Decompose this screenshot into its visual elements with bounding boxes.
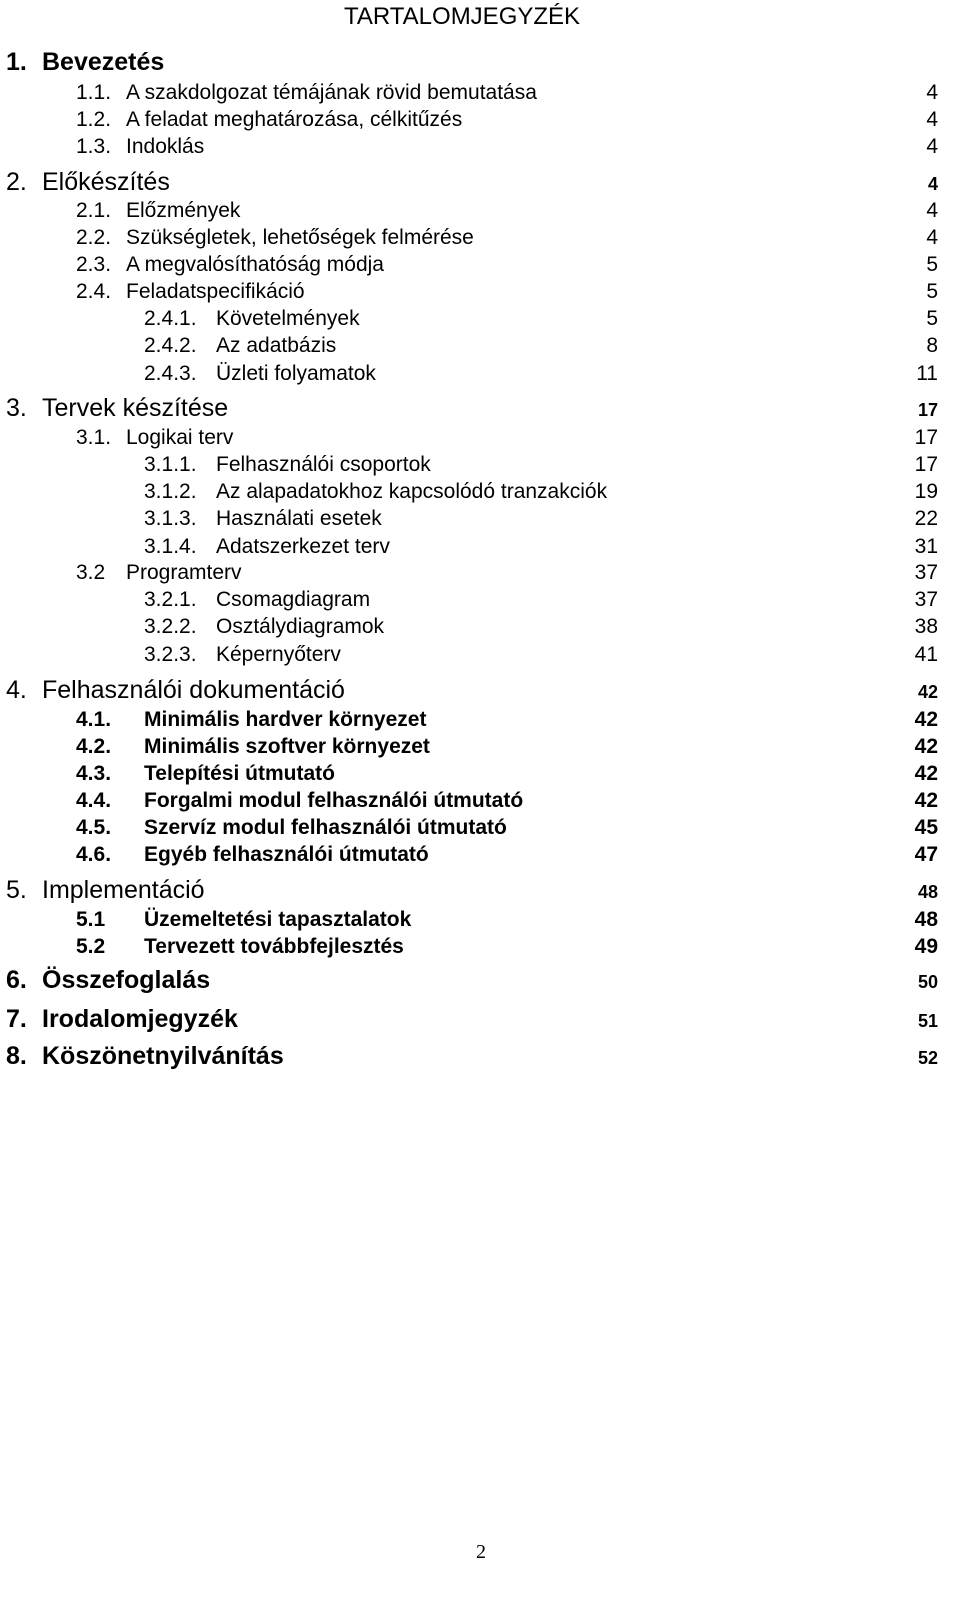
toc-entry-number: 2.3. bbox=[76, 253, 112, 276]
toc-entry[interactable] bbox=[0, 394, 960, 422]
toc-entry-page: 45 bbox=[914, 816, 938, 839]
toc-entry-page: 22 bbox=[914, 507, 938, 530]
toc-entry-title: A feladat meghatározása, célkitűzés bbox=[126, 108, 463, 131]
toc-entry[interactable] bbox=[0, 306, 960, 334]
page-number: 2 bbox=[476, 1541, 486, 1563]
toc-entry-title: Feladatspecifikáció bbox=[126, 280, 305, 303]
toc-entry[interactable] bbox=[0, 534, 960, 562]
toc-entry-number: 3.2.1. bbox=[144, 588, 197, 611]
toc-entry-page: 42 bbox=[914, 735, 938, 758]
toc-entry-title: Adatszerkezet terv bbox=[216, 535, 390, 558]
toc-entry-title: Képernyőterv bbox=[216, 643, 341, 666]
toc-entry-page: 11 bbox=[916, 362, 938, 385]
toc-entry-title: Szervíz modul felhasználói útmutató bbox=[144, 816, 507, 839]
toc-entry-number: 6. bbox=[6, 966, 27, 994]
toc-entry-page: 17 bbox=[914, 426, 938, 449]
toc-entry-page: 48 bbox=[914, 908, 938, 931]
toc-entry-page: 4 bbox=[926, 135, 938, 158]
toc-entry-page: 5 bbox=[926, 253, 938, 276]
toc-entry[interactable] bbox=[0, 80, 960, 108]
toc-entry[interactable] bbox=[0, 107, 960, 135]
page-title: TARTALOMJEGYZÉK bbox=[344, 3, 581, 30]
toc-entry-number: 3.1.2. bbox=[144, 480, 197, 503]
toc-entry-title: Üzemeltetési tapasztalatok bbox=[144, 908, 412, 931]
toc-entry-number: 5.2 bbox=[76, 935, 106, 958]
toc-entry-title: Csomagdiagram bbox=[216, 588, 371, 611]
toc-entry-page: 49 bbox=[914, 935, 938, 958]
toc-entry[interactable] bbox=[0, 333, 960, 361]
toc-entry[interactable] bbox=[0, 252, 960, 280]
toc-entry[interactable] bbox=[0, 587, 960, 615]
toc-entry-page: 42 bbox=[914, 789, 938, 812]
toc-entry-number: 4.4. bbox=[76, 789, 112, 812]
toc-entry[interactable] bbox=[0, 1005, 960, 1033]
toc-entry-page: 51 bbox=[917, 1011, 938, 1031]
toc-entry-title: Implementáció bbox=[42, 876, 205, 904]
toc-entry-title: Telepítési útmutató bbox=[144, 762, 335, 785]
toc-entry-number: 7. bbox=[6, 1005, 27, 1033]
toc-entry-number: 4.6. bbox=[76, 843, 112, 866]
toc-entry-title: Osztálydiagramok bbox=[216, 615, 385, 638]
toc-entry[interactable] bbox=[0, 815, 960, 843]
toc-entry[interactable] bbox=[0, 48, 960, 76]
toc-entry-number: 5.1 bbox=[76, 908, 106, 931]
toc-entry-number: 2.4. bbox=[76, 280, 112, 303]
toc-entry[interactable] bbox=[0, 842, 960, 870]
toc-entry-title: Indoklás bbox=[126, 135, 205, 158]
toc-entry-number: 1.3. bbox=[76, 135, 112, 158]
toc-entry-title: Köszönetnyilvánítás bbox=[42, 1042, 284, 1070]
toc-entry-title: Követelmények bbox=[216, 307, 360, 330]
toc-entry-page: 19 bbox=[914, 480, 938, 503]
toc-entry-page: 37 bbox=[914, 588, 938, 611]
toc-entry[interactable] bbox=[0, 134, 960, 162]
toc-entry-number: 2. bbox=[6, 168, 27, 196]
toc-entry-page: 4 bbox=[926, 81, 938, 104]
toc-entry-number: 3.1.4. bbox=[144, 535, 197, 558]
toc-entry-page: 52 bbox=[917, 1048, 938, 1068]
toc-entry-title: Bevezetés bbox=[42, 48, 165, 76]
toc-entry-page: 50 bbox=[917, 972, 938, 992]
toc-entry-number: 3.1.3. bbox=[144, 507, 197, 530]
toc-entry-number: 2.4.1. bbox=[144, 307, 197, 330]
toc-entry-title: Összefoglalás bbox=[42, 966, 211, 994]
toc-entry-title: Előzmények bbox=[126, 199, 241, 222]
toc-entry[interactable] bbox=[0, 734, 960, 762]
toc-entry-title: Irodalomjegyzék bbox=[42, 1005, 238, 1033]
toc-entry-page: 41 bbox=[914, 643, 938, 666]
toc-entry[interactable] bbox=[0, 934, 960, 962]
toc-entry[interactable] bbox=[0, 642, 960, 670]
toc-entry-page: 42 bbox=[914, 708, 938, 731]
toc-entry-number: 8. bbox=[6, 1042, 27, 1070]
toc-entry-page: 17 bbox=[917, 400, 938, 420]
toc-entry-title: Tervezett továbbfejlesztés bbox=[144, 935, 404, 958]
toc-entry-title: Az alapadatokhoz kapcsolódó tranzakciók bbox=[216, 480, 608, 503]
toc-entry-number: 3.2.3. bbox=[144, 643, 197, 666]
toc-entry-page: 4 bbox=[926, 199, 938, 222]
toc-entry[interactable] bbox=[0, 560, 960, 588]
toc-entry-title: Programterv bbox=[126, 561, 242, 584]
toc-entry-number: 3. bbox=[6, 394, 27, 422]
toc-entry-title: Használati esetek bbox=[216, 507, 382, 530]
toc-entry-page: 8 bbox=[926, 334, 938, 357]
toc-entry[interactable] bbox=[0, 361, 960, 389]
toc-entry[interactable] bbox=[0, 506, 960, 534]
toc-entry-page: 4 bbox=[926, 226, 938, 249]
toc-entry-title: Egyéb felhasználói útmutató bbox=[144, 843, 429, 866]
toc-entry-page: 38 bbox=[914, 615, 938, 638]
toc-entry[interactable] bbox=[0, 479, 960, 507]
toc-entry-title: Tervek készítése bbox=[42, 394, 229, 422]
toc-entry-page: 42 bbox=[917, 682, 938, 702]
toc-entry-number: 4.5. bbox=[76, 816, 112, 839]
toc-entry-title: Felhasználói csoportok bbox=[216, 453, 431, 476]
toc-entry-number: 2.2. bbox=[76, 226, 112, 249]
toc-entry[interactable] bbox=[0, 707, 960, 735]
toc-entry[interactable] bbox=[0, 452, 960, 480]
toc-entry[interactable] bbox=[0, 1042, 960, 1070]
toc-entry[interactable] bbox=[0, 168, 960, 196]
toc-entry[interactable] bbox=[0, 279, 960, 307]
toc-entry-page: 5 bbox=[926, 307, 938, 330]
toc-entry-number: 1.2. bbox=[76, 108, 112, 131]
toc-entry-number: 4. bbox=[6, 676, 27, 704]
toc-entry-page: 31 bbox=[914, 535, 938, 558]
toc-entry[interactable] bbox=[0, 907, 960, 935]
toc-entry-title: Előkészítés bbox=[42, 168, 170, 196]
toc-entry-page: 47 bbox=[914, 843, 938, 866]
toc-entry[interactable] bbox=[0, 225, 960, 253]
toc-entry[interactable] bbox=[0, 761, 960, 789]
toc-entry-number: 1. bbox=[6, 48, 27, 76]
toc-entry-page: 48 bbox=[917, 882, 938, 902]
toc-entry-number: 4.1. bbox=[76, 708, 112, 731]
toc-entry[interactable] bbox=[0, 788, 960, 816]
toc-entry-title: Szükségletek, lehetőségek felmérése bbox=[126, 226, 474, 249]
toc-entry[interactable] bbox=[0, 676, 960, 704]
toc-entry-title: Az adatbázis bbox=[216, 334, 337, 357]
toc-entry-page: 42 bbox=[914, 762, 938, 785]
toc-entry-page: 5 bbox=[926, 280, 938, 303]
toc-entry-number: 3.1. bbox=[76, 426, 112, 449]
toc-entry-page: 37 bbox=[914, 561, 938, 584]
toc-entry-page: 17 bbox=[914, 453, 938, 476]
toc-entry[interactable] bbox=[0, 198, 960, 226]
toc-entry-number: 2.1. bbox=[76, 199, 112, 222]
toc-entry-title: Minimális hardver környezet bbox=[144, 708, 427, 731]
toc-entry-title: Minimális szoftver környezet bbox=[144, 735, 430, 758]
toc-entry[interactable] bbox=[0, 966, 960, 994]
toc-entry-number: 2.4.2. bbox=[144, 334, 197, 357]
toc-entry-number: 3.1.1. bbox=[144, 453, 197, 476]
toc-entry-number: 5. bbox=[6, 876, 27, 904]
toc-entry-number: 1.1. bbox=[76, 81, 112, 104]
toc-entry-number: 2.4.3. bbox=[144, 362, 197, 385]
toc-entry[interactable] bbox=[0, 876, 960, 904]
toc-entry-number: 4.3. bbox=[76, 762, 112, 785]
toc-entry-page: 4 bbox=[926, 108, 938, 131]
toc-entry-number: 3.2 bbox=[76, 561, 106, 584]
toc-entry[interactable] bbox=[0, 614, 960, 642]
toc-entry-page: 4 bbox=[927, 174, 938, 194]
toc-entry-title: Felhasználói dokumentáció bbox=[42, 676, 345, 704]
toc-entry-title: Üzleti folyamatok bbox=[216, 362, 376, 385]
toc-entry-title: Logikai terv bbox=[126, 426, 234, 449]
toc-entry[interactable] bbox=[0, 425, 960, 453]
toc-entry-number: 3.2.2. bbox=[144, 615, 197, 638]
toc-entry-number: 4.2. bbox=[76, 735, 112, 758]
toc-entry-title: A szakdolgozat témájának rövid bemutatása bbox=[126, 81, 537, 104]
toc-entry-title: Forgalmi modul felhasználói útmutató bbox=[144, 789, 524, 812]
toc-entry-title: A megvalósíthatóság módja bbox=[126, 253, 384, 276]
